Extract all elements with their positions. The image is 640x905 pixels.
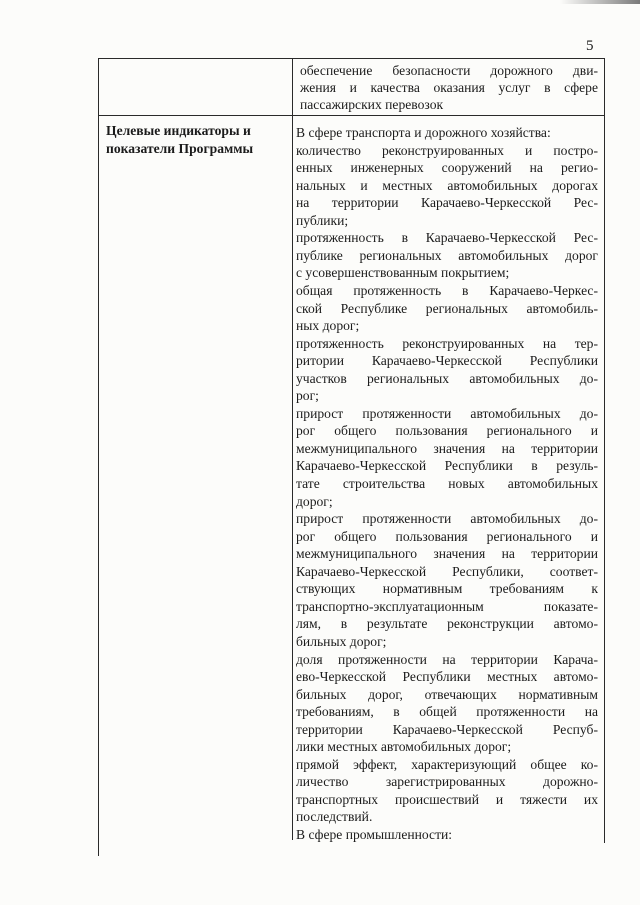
- cell-text-line: обеспечение безопасности дорожного дви-: [300, 63, 598, 78]
- row-label-line: показатели Программы: [106, 141, 254, 156]
- cell-text-line: бильных дорог;: [296, 633, 387, 649]
- row-separator: [98, 115, 605, 116]
- cell-text-line: публики;: [296, 212, 349, 228]
- cell-text-line: бильных дорог, отвечающих нормативным: [296, 686, 598, 702]
- cell-text-line: рог;: [296, 388, 319, 404]
- cell-text-line: Карачаево-Черкесской Республики, соответ-: [296, 563, 598, 579]
- cell-text-line: рог общего пользования регионального и: [296, 528, 598, 544]
- cell-text-line: ритории Карачаево-Черкесской Республики: [296, 353, 598, 369]
- row-label-line: Целевые индикаторы и: [106, 123, 251, 138]
- row-label-target-indicators: [106, 122, 292, 158]
- cell-text-line: транспортных происшествий и тяжести их: [296, 791, 598, 807]
- cell-text-line: публике региональных автомобильных дорог: [296, 247, 598, 263]
- table-border-top: [98, 58, 605, 59]
- cell-text-line: пассажирских перевозок: [300, 97, 444, 113]
- cell-text-line: дорог;: [296, 493, 333, 509]
- cell-text-line: В сфере промышленности:: [296, 827, 453, 842]
- cell-text-line: ных дорог;: [296, 318, 360, 334]
- cell-text-line: личество зарегистрированных дорожно-: [296, 774, 598, 790]
- cell-text-line: общая протяженность в Карачаево-Черкес-: [296, 282, 598, 298]
- cell-text-line: протяженность реконструированных на тер-: [296, 335, 598, 351]
- cell-text-line: протяженность в Карачаево-Черкесской Рес-: [296, 230, 598, 246]
- cell-text-line: территории Карачаево-Черкесской Респуб-: [296, 721, 598, 737]
- page-number: 5: [586, 38, 594, 54]
- cell-text-line: лики местных автомобильных дорог;: [296, 739, 512, 755]
- cell-text-line: требованиям, в общей протяженности на: [296, 704, 598, 720]
- cell-text-line: Карачаево-Черкесской Республики в резуль-: [296, 458, 598, 474]
- cell-text-line: рог общего пользования регионального и: [296, 423, 598, 439]
- cell-text-line: доля протяженности на территории Карача-: [296, 651, 598, 667]
- table-border-right: [604, 58, 605, 843]
- cell-text-line: транспортно-эксплуатационным показате-: [296, 598, 598, 614]
- cell-text-line: жения и качества оказания услуг в сфере: [300, 80, 598, 96]
- cell-text-line: межмуниципального значения на территории: [296, 440, 598, 456]
- cell-text-line: с усовершенствованным покрытием;: [296, 265, 510, 281]
- cell-text-line: количество реконструированных и постро-: [296, 142, 598, 158]
- cell-text-line: на территории Карачаево-Черкесской Рес-: [296, 195, 598, 211]
- cell-text-line: В сфере транспорта и дорожного хозяйства:: [296, 125, 551, 140]
- cell-text-line: ской Республике региональных автомобиль-: [296, 300, 598, 316]
- cell-text-line: участков региональных автомобильных до-: [296, 370, 598, 386]
- cell-text-line: прирост протяженности автомобильных до-: [296, 405, 598, 421]
- scan-edge: [560, 0, 640, 4]
- table-border-left: [98, 58, 99, 856]
- table-column-divider: [292, 58, 293, 840]
- cell-text-line: прирост протяженности автомобильных до-: [296, 511, 598, 527]
- cell-text-line: лям, в результате реконструкции автомо-: [296, 616, 598, 632]
- cell-text-line: ево-Черкесской Республики местных автомо-: [296, 669, 598, 685]
- cell-text-line: ствующих нормативным требованиям к: [296, 581, 598, 597]
- cell-text-line: енных инженерных сооружений на регио-: [296, 160, 598, 176]
- cell-text-line: последствий.: [296, 809, 373, 825]
- cell-text-line: тате строительства новых автомобильных: [296, 476, 598, 491]
- cell-text-line: нальных и местных автомобильных дорогах: [296, 177, 598, 193]
- cell-text-line: прямой эффект, характеризующий общее ко-: [296, 756, 598, 772]
- cell-text-line: межмуниципального значения на территории: [296, 546, 598, 562]
